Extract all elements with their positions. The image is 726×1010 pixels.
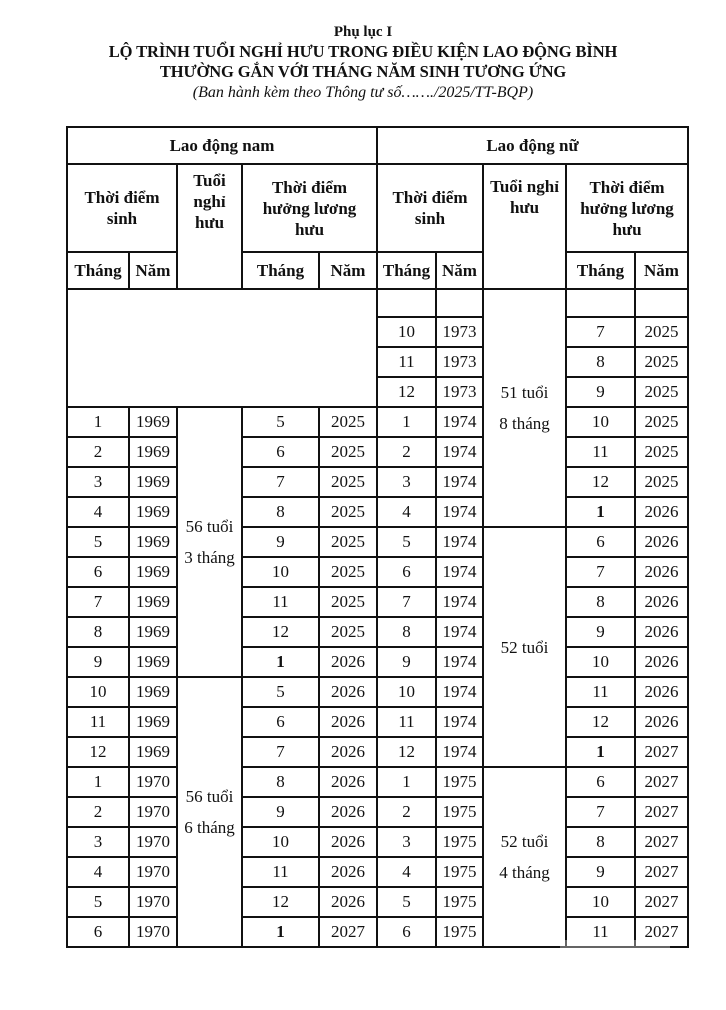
female-pension-year: 2026 — [635, 647, 688, 677]
table-row — [67, 887, 688, 917]
male-birth-month: 6 — [67, 917, 129, 947]
male-pension-year: 2026 — [319, 887, 377, 917]
male-birth-month: 11 — [67, 707, 129, 737]
table-row — [67, 467, 688, 497]
male-pension-year: 2026 — [319, 857, 377, 887]
male-retirement-age-years: 56 tuổi — [185, 787, 234, 806]
male-pension-month-header: Tháng — [242, 252, 319, 289]
retirement-schedule-table — [66, 126, 689, 948]
female-birth-month: 6 — [377, 557, 436, 587]
female-pension-year: 2027 — [635, 797, 688, 827]
female-pension-month: 10 — [566, 407, 635, 437]
male-pension-month: 9 — [242, 797, 319, 827]
male-age-header: Tuổi nghỉ hưu — [177, 164, 242, 289]
female-pension-year: 2026 — [635, 527, 688, 557]
male-pension-year-header: Năm — [319, 252, 377, 289]
female-pension-year: 2025 — [635, 407, 688, 437]
male-birth-month: 1 — [67, 767, 129, 797]
female-birth-year: 1974 — [436, 677, 483, 707]
male-pension-month: 8 — [242, 767, 319, 797]
male-section-header: Lao động nam — [67, 127, 377, 164]
female-pension-month: 8 — [566, 347, 635, 377]
female-pension-month: 1 — [566, 497, 635, 527]
male-pension-year: 2025 — [319, 407, 377, 437]
female-retirement-age-cell — [483, 767, 566, 947]
female-pension-year: 2025 — [635, 317, 688, 347]
female-birth-year: 1975 — [436, 797, 483, 827]
male-pension-month: 12 — [242, 887, 319, 917]
female-birth-month — [377, 289, 436, 317]
table-row — [67, 737, 688, 767]
female-birth-month: 11 — [377, 707, 436, 737]
female-retirement-age-cell — [483, 289, 566, 527]
male-retirement-age-cell — [177, 407, 242, 677]
male-pension-year: 2026 — [319, 647, 377, 677]
female-pension-year: 2027 — [635, 887, 688, 917]
table-row — [67, 707, 688, 737]
male-pension-month: 7 — [242, 737, 319, 767]
male-birth-month-header: Tháng — [67, 252, 129, 289]
table-row — [67, 527, 688, 557]
female-birth-month: 3 — [377, 467, 436, 497]
male-pension-year: 2025 — [319, 437, 377, 467]
female-birth-year: 1974 — [436, 497, 483, 527]
male-birth-month: 9 — [67, 647, 129, 677]
table-row — [67, 767, 688, 797]
table-row — [67, 677, 688, 707]
table-row — [67, 497, 688, 527]
female-pension-month: 7 — [566, 797, 635, 827]
male-birth-year: 1970 — [129, 917, 177, 947]
female-pension-year: 2026 — [635, 587, 688, 617]
male-pension-year: 2025 — [319, 527, 377, 557]
male-pension-month: 1 — [242, 647, 319, 677]
male-pension-header: Thời điểm hưởng lương hưu — [242, 164, 377, 252]
female-birth-year: 1974 — [436, 407, 483, 437]
table-row — [67, 827, 688, 857]
table-row — [67, 857, 688, 887]
female-pension-year: 2025 — [635, 377, 688, 407]
female-birth-header: Thời điểm sinh — [377, 164, 483, 252]
female-pension-year: 2026 — [635, 617, 688, 647]
female-birth-month: 10 — [377, 677, 436, 707]
table-row — [67, 289, 688, 317]
female-pension-month: 7 — [566, 557, 635, 587]
female-age-header: Tuổi nghỉ hưu — [483, 164, 566, 289]
male-birth-header: Thời điểm sinh — [67, 164, 177, 252]
male-birth-year: 1969 — [129, 437, 177, 467]
male-pension-month: 11 — [242, 857, 319, 887]
table-row — [67, 587, 688, 617]
female-pension-year: 2027 — [635, 857, 688, 887]
table-row — [67, 557, 688, 587]
male-birth-month: 3 — [67, 827, 129, 857]
male-birth-year: 1969 — [129, 407, 177, 437]
table-row — [67, 617, 688, 647]
female-section-header: Lao động nữ — [377, 127, 688, 164]
male-birth-month: 8 — [67, 617, 129, 647]
male-birth-year: 1970 — [129, 887, 177, 917]
female-pension-year — [635, 289, 688, 317]
female-birth-year: 1974 — [436, 437, 483, 467]
female-birth-year: 1973 — [436, 377, 483, 407]
female-pension-month — [566, 289, 635, 317]
male-pension-year: 2026 — [319, 797, 377, 827]
male-birth-month: 4 — [67, 497, 129, 527]
female-pension-year: 2026 — [635, 557, 688, 587]
female-birth-month: 5 — [377, 887, 436, 917]
female-retirement-age-years: 51 tuổi — [500, 383, 549, 402]
female-retirement-age-months: 8 tháng — [499, 414, 550, 433]
male-retirement-age-years: 56 tuổi — [185, 517, 234, 536]
female-birth-month: 1 — [377, 407, 436, 437]
female-retirement-age-years: 52 tuổi — [500, 637, 549, 657]
female-birth-year-header: Năm — [436, 252, 483, 289]
female-pension-month: 11 — [566, 437, 635, 467]
female-pension-month: 11 — [566, 677, 635, 707]
female-pension-month-header: Tháng — [566, 252, 635, 289]
female-birth-month: 2 — [377, 797, 436, 827]
female-pension-month: 6 — [566, 527, 635, 557]
female-pension-year: 2025 — [635, 437, 688, 467]
title-line-1: LỘ TRÌNH TUỔI NGHỈ HƯU TRONG ĐIỀU KIỆN LAO ĐỘNG BÌNH — [108, 42, 618, 61]
female-pension-year: 2026 — [635, 497, 688, 527]
male-pension-year: 2025 — [319, 557, 377, 587]
male-pension-month: 7 — [242, 467, 319, 497]
female-pension-month: 10 — [566, 887, 635, 917]
male-birth-year: 1969 — [129, 617, 177, 647]
female-pension-month: 10 — [566, 647, 635, 677]
female-birth-month-header: Tháng — [377, 252, 436, 289]
female-retirement-age-months: 4 tháng — [499, 863, 550, 882]
male-birth-month: 12 — [67, 737, 129, 767]
male-birth-month: 5 — [67, 887, 129, 917]
male-pension-year: 2025 — [319, 467, 377, 497]
female-birth-month: 12 — [377, 737, 436, 767]
male-pension-year: 2026 — [319, 827, 377, 857]
male-birth-year: 1969 — [129, 467, 177, 497]
female-pension-month: 1 — [566, 737, 635, 767]
female-birth-year: 1975 — [436, 887, 483, 917]
male-empty-block — [67, 289, 377, 407]
female-birth-year — [436, 289, 483, 317]
female-pension-month: 9 — [566, 857, 635, 887]
female-birth-month: 4 — [377, 497, 436, 527]
female-pension-month: 12 — [566, 707, 635, 737]
male-birth-year: 1970 — [129, 767, 177, 797]
male-birth-year: 1969 — [129, 497, 177, 527]
female-pension-header: Thời điểm hưởng lương hưu — [566, 164, 688, 252]
female-birth-month: 6 — [377, 917, 436, 947]
female-birth-year: 1974 — [436, 467, 483, 497]
female-pension-month: 6 — [566, 767, 635, 797]
female-birth-month: 8 — [377, 617, 436, 647]
male-birth-month: 6 — [67, 557, 129, 587]
female-birth-year: 1975 — [436, 767, 483, 797]
female-birth-month: 12 — [377, 377, 436, 407]
male-birth-year: 1969 — [129, 677, 177, 707]
male-birth-year: 1969 — [129, 647, 177, 677]
male-birth-month: 2 — [67, 797, 129, 827]
male-pension-month: 9 — [242, 527, 319, 557]
female-pension-year: 2027 — [635, 827, 688, 857]
female-birth-month: 7 — [377, 587, 436, 617]
male-birth-month: 3 — [67, 467, 129, 497]
male-birth-year: 1969 — [129, 557, 177, 587]
female-retirement-age-cell — [483, 527, 566, 767]
male-retirement-age-months: 3 tháng — [184, 548, 235, 567]
female-birth-month: 5 — [377, 527, 436, 557]
female-pension-month: 12 — [566, 467, 635, 497]
male-birth-year: 1969 — [129, 707, 177, 737]
table-row — [67, 797, 688, 827]
female-birth-month: 3 — [377, 827, 436, 857]
female-pension-month: 9 — [566, 377, 635, 407]
female-pension-month: 9 — [566, 617, 635, 647]
male-pension-month: 6 — [242, 707, 319, 737]
male-birth-year: 1969 — [129, 587, 177, 617]
male-pension-year: 2026 — [319, 707, 377, 737]
female-birth-year: 1974 — [436, 617, 483, 647]
female-pension-month: 8 — [566, 827, 635, 857]
subtitle: (Ban hành kèm theo Thông tư số……./2025/TT-BQP) — [192, 84, 534, 101]
female-pension-year: 2027 — [635, 737, 688, 767]
male-pension-month: 6 — [242, 437, 319, 467]
male-birth-year: 1970 — [129, 797, 177, 827]
female-birth-year: 1974 — [436, 557, 483, 587]
table-row — [67, 917, 688, 947]
male-birth-year-header: Năm — [129, 252, 177, 289]
female-birth-month: 9 — [377, 647, 436, 677]
male-birth-month: 7 — [67, 587, 129, 617]
female-birth-month: 4 — [377, 857, 436, 887]
male-birth-month: 10 — [67, 677, 129, 707]
male-birth-month: 1 — [67, 407, 129, 437]
female-pension-year: 2027 — [635, 917, 688, 947]
female-pension-month: 8 — [566, 587, 635, 617]
male-birth-year: 1970 — [129, 827, 177, 857]
male-birth-year: 1970 — [129, 857, 177, 887]
female-pension-year-header: Năm — [635, 252, 688, 289]
male-pension-year: 2025 — [319, 497, 377, 527]
female-birth-month: 2 — [377, 437, 436, 467]
female-birth-year: 1975 — [436, 827, 483, 857]
female-pension-year: 2025 — [635, 467, 688, 497]
male-pension-month: 12 — [242, 617, 319, 647]
male-pension-year: 2027 — [319, 917, 377, 947]
female-pension-year: 2025 — [635, 347, 688, 377]
male-pension-month: 5 — [242, 407, 319, 437]
male-birth-year: 1969 — [129, 737, 177, 767]
male-pension-year: 2025 — [319, 587, 377, 617]
title-line-2: THƯỜNG GẮN VỚI THÁNG NĂM SINH TƯƠNG ỨNG — [159, 62, 567, 81]
female-birth-month: 10 — [377, 317, 436, 347]
male-birth-year: 1969 — [129, 527, 177, 557]
table-row — [67, 437, 688, 467]
male-retirement-age-months: 6 tháng — [184, 818, 235, 837]
female-pension-month: 7 — [566, 317, 635, 347]
female-birth-month: 1 — [377, 767, 436, 797]
table-row — [67, 647, 688, 677]
male-retirement-age-cell — [177, 677, 242, 947]
female-pension-year: 2026 — [635, 707, 688, 737]
female-birth-year: 1975 — [436, 917, 483, 947]
male-birth-month: 4 — [67, 857, 129, 887]
female-birth-month: 11 — [377, 347, 436, 377]
male-birth-month: 5 — [67, 527, 129, 557]
male-pension-month: 10 — [242, 827, 319, 857]
document-header — [0, 22, 726, 103]
male-pension-month: 1 — [242, 917, 319, 947]
male-pension-year: 2026 — [319, 737, 377, 767]
male-pension-month: 8 — [242, 497, 319, 527]
male-pension-year: 2025 — [319, 617, 377, 647]
table-row — [67, 407, 688, 437]
female-birth-year: 1973 — [436, 317, 483, 347]
female-birth-year: 1973 — [436, 347, 483, 377]
female-birth-year: 1974 — [436, 647, 483, 677]
female-pension-year: 2027 — [635, 767, 688, 797]
male-birth-month: 2 — [67, 437, 129, 467]
male-pension-year: 2026 — [319, 677, 377, 707]
female-birth-year: 1974 — [436, 707, 483, 737]
male-pension-month: 5 — [242, 677, 319, 707]
female-birth-year: 1974 — [436, 527, 483, 557]
female-pension-year: 2026 — [635, 677, 688, 707]
appendix-label: Phụ lục I — [333, 24, 393, 40]
female-birth-year: 1974 — [436, 587, 483, 617]
male-pension-year: 2026 — [319, 767, 377, 797]
female-retirement-age-years: 52 tuổi — [500, 832, 549, 851]
male-pension-month: 11 — [242, 587, 319, 617]
female-pension-month: 11 — [566, 917, 635, 947]
male-pension-month: 10 — [242, 557, 319, 587]
female-birth-year: 1975 — [436, 857, 483, 887]
female-birth-year: 1974 — [436, 737, 483, 767]
